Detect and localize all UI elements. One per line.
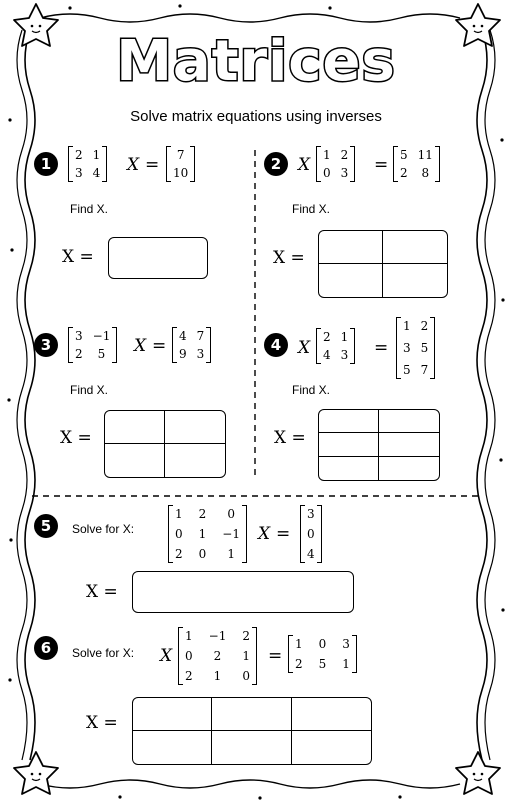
matrix-entry: 4 (323, 348, 331, 362)
answer-cell[interactable] (319, 231, 383, 264)
matrix-entry: 2 (295, 657, 303, 671)
answer-cell[interactable] (105, 444, 165, 477)
matrix-entry: 1 (185, 629, 193, 643)
matrix-entry: 4 (92, 166, 101, 180)
matrix-entry: 1 (213, 669, 222, 683)
matrix-entry: 11 (417, 148, 433, 162)
matrix-entry: 1 (175, 507, 183, 521)
problem-number-4: 4 (264, 333, 288, 357)
answer-cell[interactable] (292, 731, 371, 764)
problem-5-lhs-matrix (168, 506, 247, 562)
problem-5-instruction: Solve for X: (72, 522, 135, 536)
equals-sign: = (152, 336, 167, 356)
problem-2-rhs-matrix (393, 147, 440, 181)
matrix-entry: 1 (323, 148, 331, 162)
answer-cell[interactable] (319, 457, 379, 480)
matrix-entry: −1 (92, 329, 111, 343)
equals-sign: = (145, 155, 160, 175)
matrix-entry: 3 (196, 347, 205, 361)
problem-5-rhs-matrix (300, 506, 322, 562)
matrix-entry: 3 (342, 637, 350, 651)
matrix-entry: 2 (420, 319, 429, 333)
matrix-entry: 4 (179, 329, 187, 343)
problem-6-rhs-matrix (288, 636, 357, 672)
variable-x: X (134, 336, 147, 356)
matrix-entry: 1 (403, 319, 411, 333)
problem-4-lhs-matrix (316, 329, 355, 363)
matrix-entry: 1 (227, 547, 235, 561)
matrix-entry: 2 (185, 669, 193, 683)
matrix-entry: 3 (307, 507, 315, 521)
problem-2-instruction: Find X. (292, 202, 331, 216)
matrix-entry: 5 (97, 347, 106, 361)
problem-4-answer-box[interactable] (318, 409, 440, 481)
problem-5-answer-box[interactable] (132, 571, 354, 613)
problem-1-lhs-matrix (68, 147, 107, 181)
matrix-entry: 2 (400, 166, 408, 180)
problem-2-answer-box[interactable] (318, 230, 448, 298)
problem-4-instruction: Find X. (292, 383, 331, 397)
matrix-entry: 7 (420, 363, 429, 377)
matrix-entry: 3 (340, 166, 349, 180)
matrix-entry: 2 (213, 649, 222, 663)
matrix-entry: 0 (175, 527, 183, 541)
problem-3-answer-label: X = (60, 428, 92, 448)
matrix-entry: 2 (340, 148, 349, 162)
matrix-entry: 2 (242, 629, 250, 643)
answer-cell[interactable] (383, 264, 447, 297)
matrix-entry: 0 (307, 527, 315, 541)
variable-x: X (258, 524, 271, 544)
problem-3-answer-box[interactable] (104, 410, 226, 478)
matrix-entry: −1 (208, 629, 227, 643)
matrix-entry: 0 (318, 637, 327, 651)
problem-1-answer-box[interactable] (108, 237, 208, 279)
matrix-entry: 10 (173, 166, 189, 180)
variable-x: X (127, 155, 140, 175)
problem-6-instruction: Solve for X: (72, 646, 135, 660)
matrix-entry: 3 (75, 166, 83, 180)
answer-cell[interactable] (133, 698, 212, 731)
matrix-entry: 5 (400, 148, 408, 162)
answer-cell[interactable] (133, 731, 212, 764)
matrix-entry: 1 (295, 637, 303, 651)
problem-4-answer-label: X = (274, 428, 306, 448)
matrix-entry: 2 (75, 347, 83, 361)
page-subtitle: Solve matrix equations using inverses (130, 108, 382, 125)
problem-1-instruction: Find X. (70, 202, 109, 216)
matrix-entry: 5 (420, 341, 429, 355)
matrix-entry: 3 (403, 341, 411, 355)
matrix-entry: 7 (176, 148, 185, 162)
matrix-entry: 1 (242, 649, 250, 663)
matrix-entry: 0 (198, 547, 207, 561)
matrix-entry: 8 (421, 166, 430, 180)
matrix-entry: 2 (75, 148, 83, 162)
problem-6-answer-box[interactable] (132, 697, 372, 765)
problem-1-answer-label: X = (62, 247, 94, 267)
problem-6-answer-label: X = (86, 713, 118, 733)
equals-sign: = (374, 338, 389, 358)
svg-text:Matrices: Matrices (116, 29, 396, 94)
matrix-entry: 2 (175, 547, 183, 561)
matrix-entry: 1 (92, 148, 101, 162)
problem-4-rhs-matrix (396, 318, 435, 378)
matrix-entry: 1 (198, 527, 207, 541)
answer-cell[interactable] (319, 433, 379, 456)
matrix-entry: 3 (340, 348, 349, 362)
problem-2-lhs-matrix (316, 147, 355, 181)
matrix-entry: −1 (222, 527, 240, 541)
matrix-entry: 1 (342, 657, 350, 671)
problem-1-rhs-matrix (166, 147, 195, 181)
matrix-entry: 0 (227, 507, 235, 521)
answer-cell[interactable] (379, 410, 439, 433)
variable-x: X (298, 338, 311, 358)
problem-number-5: 5 (34, 514, 58, 538)
answer-cell[interactable] (383, 231, 447, 264)
answer-cell[interactable] (319, 264, 383, 297)
matrix-entry: 0 (242, 669, 250, 683)
answer-cell[interactable] (319, 410, 379, 433)
matrix-entry: 0 (323, 166, 331, 180)
matrix-entry: 7 (196, 329, 205, 343)
matrix-entry: 5 (403, 363, 411, 377)
problem-number-1: 1 (34, 152, 58, 176)
matrix-entry: 9 (179, 347, 187, 361)
equals-sign: = (374, 155, 389, 175)
problem-5-answer-label: X = (86, 582, 118, 602)
answer-cell[interactable] (165, 411, 225, 444)
matrix-entry: 0 (185, 649, 193, 663)
answer-cell[interactable] (379, 457, 439, 480)
answer-cell[interactable] (212, 698, 291, 731)
problem-number-2: 2 (264, 152, 288, 176)
page-title (0, 18, 512, 98)
problem-3-lhs-matrix (68, 328, 117, 362)
matrix-entry: 4 (307, 547, 315, 561)
answer-cell[interactable] (379, 433, 439, 456)
problem-number-3: 3 (34, 333, 58, 357)
answer-cell[interactable] (292, 698, 371, 731)
matrix-entry: 2 (323, 330, 331, 344)
answer-cell[interactable] (212, 731, 291, 764)
problem-3-instruction: Find X. (70, 383, 109, 397)
matrix-entry: 2 (198, 507, 207, 521)
variable-x: X (160, 646, 173, 666)
variable-x: X (298, 155, 311, 175)
matrix-entry: 5 (318, 657, 327, 671)
problem-number-6: 6 (34, 636, 58, 660)
matrix-entry: 1 (340, 330, 349, 344)
equals-sign: = (276, 524, 291, 544)
answer-cell[interactable] (165, 444, 225, 477)
problem-6-lhs-matrix (178, 628, 257, 684)
problem-2-answer-label: X = (273, 248, 305, 268)
matrix-entry: 3 (75, 329, 83, 343)
equals-sign: = (268, 646, 283, 666)
answer-cell[interactable] (105, 411, 165, 444)
problem-3-rhs-matrix (172, 328, 211, 362)
